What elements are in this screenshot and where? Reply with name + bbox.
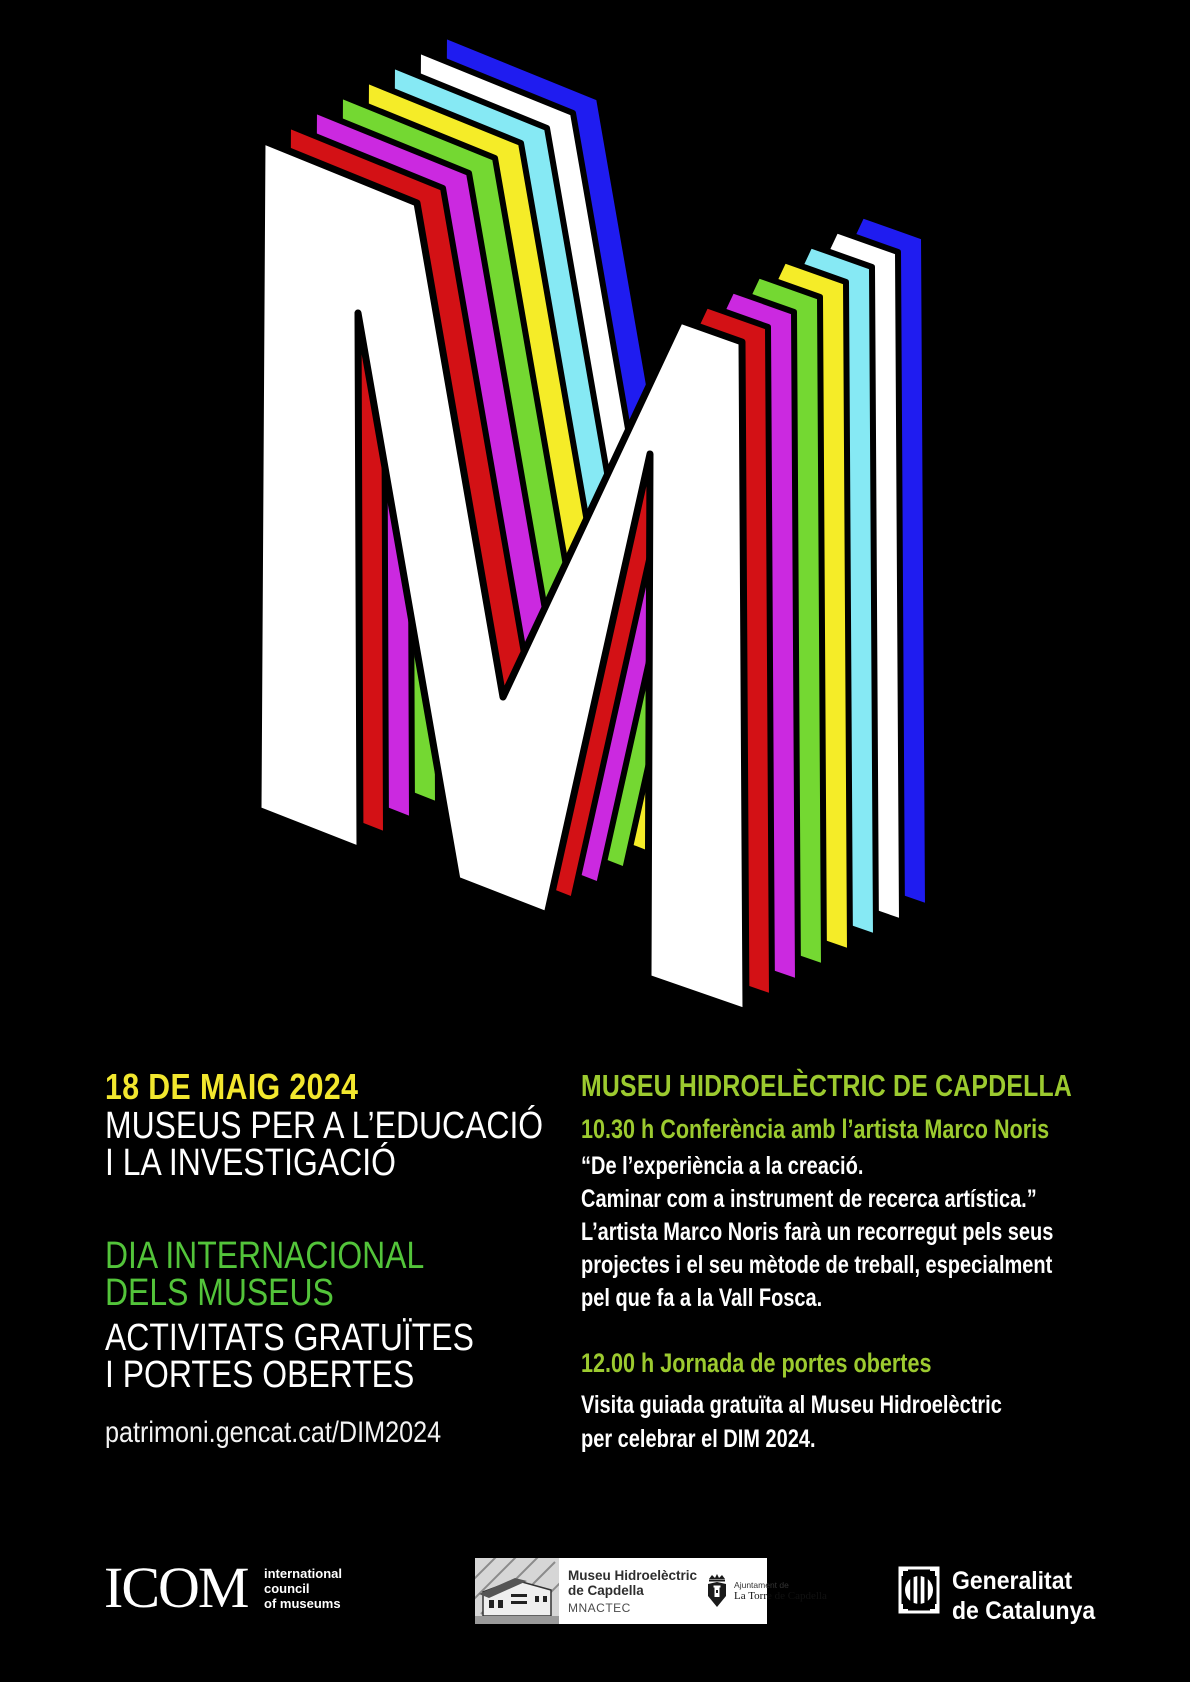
event-1-description-line: L’artista Marco Noris farà un recorregut pels seus bbox=[581, 1218, 1054, 1246]
museum-partner-card bbox=[475, 1558, 827, 1624]
event-1-description bbox=[581, 1150, 1053, 1315]
mnactec-label: MNACTEC bbox=[568, 1600, 631, 1615]
theme-heading bbox=[105, 1105, 544, 1184]
theme-line: MUSEUS PER A L’EDUCACIÓ bbox=[105, 1105, 544, 1147]
icom-subtext-line: of museums bbox=[264, 1596, 341, 1611]
museum-partner-name-line: de Capdella bbox=[568, 1583, 644, 1598]
date-heading: 18 DE MAIG 2024 bbox=[105, 1066, 359, 1107]
event-name-line: DIA INTERNACIONAL bbox=[105, 1235, 425, 1277]
venue-heading: MUSEU HIDROELÈCTRIC DE CAPDELLA bbox=[581, 1068, 1073, 1103]
ajuntament-crest-icon bbox=[705, 1574, 729, 1608]
poster-url: patrimoni.gencat.cat/DIM2024 bbox=[105, 1416, 442, 1449]
event-name-line: DELS MUSEUS bbox=[105, 1272, 334, 1314]
event-1-description-line: pel que fa a la Vall Fosca. bbox=[581, 1284, 823, 1312]
generalitat-name-line: de Catalunya bbox=[952, 1597, 1096, 1625]
event-2-description bbox=[581, 1388, 1002, 1456]
icom-wordmark: ICOM bbox=[104, 1555, 248, 1620]
event-1-description-line: projectes i el seu mètode de treball, especialment bbox=[581, 1251, 1053, 1279]
event-name-heading bbox=[105, 1235, 425, 1314]
event-2-description-line: Visita guiada gratuïta al Museu Hidroelèctric bbox=[581, 1391, 1002, 1419]
icom-logo bbox=[104, 1555, 343, 1620]
icom-subtext-line: international bbox=[264, 1566, 343, 1581]
event-1-heading: 10.30 h Conferència amb l’artista Marco Noris bbox=[581, 1114, 1050, 1144]
museum-partner-name-line: Museu Hidroelèctric bbox=[568, 1567, 698, 1583]
generalitat-name-line: Generalitat bbox=[952, 1567, 1073, 1595]
event-1-description-line: Caminar com a instrument de recerca artística.” bbox=[581, 1185, 1037, 1213]
activities-heading bbox=[105, 1317, 474, 1396]
event-2-description-line: per celebrar el DIM 2024. bbox=[581, 1425, 816, 1453]
icom-subtext bbox=[264, 1566, 342, 1611]
ajuntament-label-line: Ajuntament de bbox=[734, 1580, 789, 1590]
event-2-heading: 12.00 h Jornada de portes obertes bbox=[581, 1348, 932, 1378]
event-1-description-line: “De l’experiència a la creació. bbox=[581, 1152, 864, 1180]
generalitat-shield-icon bbox=[898, 1566, 940, 1616]
activities-line: I PORTES OBERTES bbox=[105, 1354, 415, 1396]
museum-photo bbox=[475, 1558, 559, 1624]
icom-subtext-line: council bbox=[264, 1581, 310, 1596]
generalitat-logo bbox=[898, 1566, 1108, 1626]
theme-line: I LA INVESTIGACIÓ bbox=[105, 1142, 396, 1184]
activities-line: ACTIVITATS GRATUÏTES bbox=[105, 1317, 474, 1359]
ajuntament-label-line: La Torre de Capdella bbox=[734, 1590, 827, 1602]
